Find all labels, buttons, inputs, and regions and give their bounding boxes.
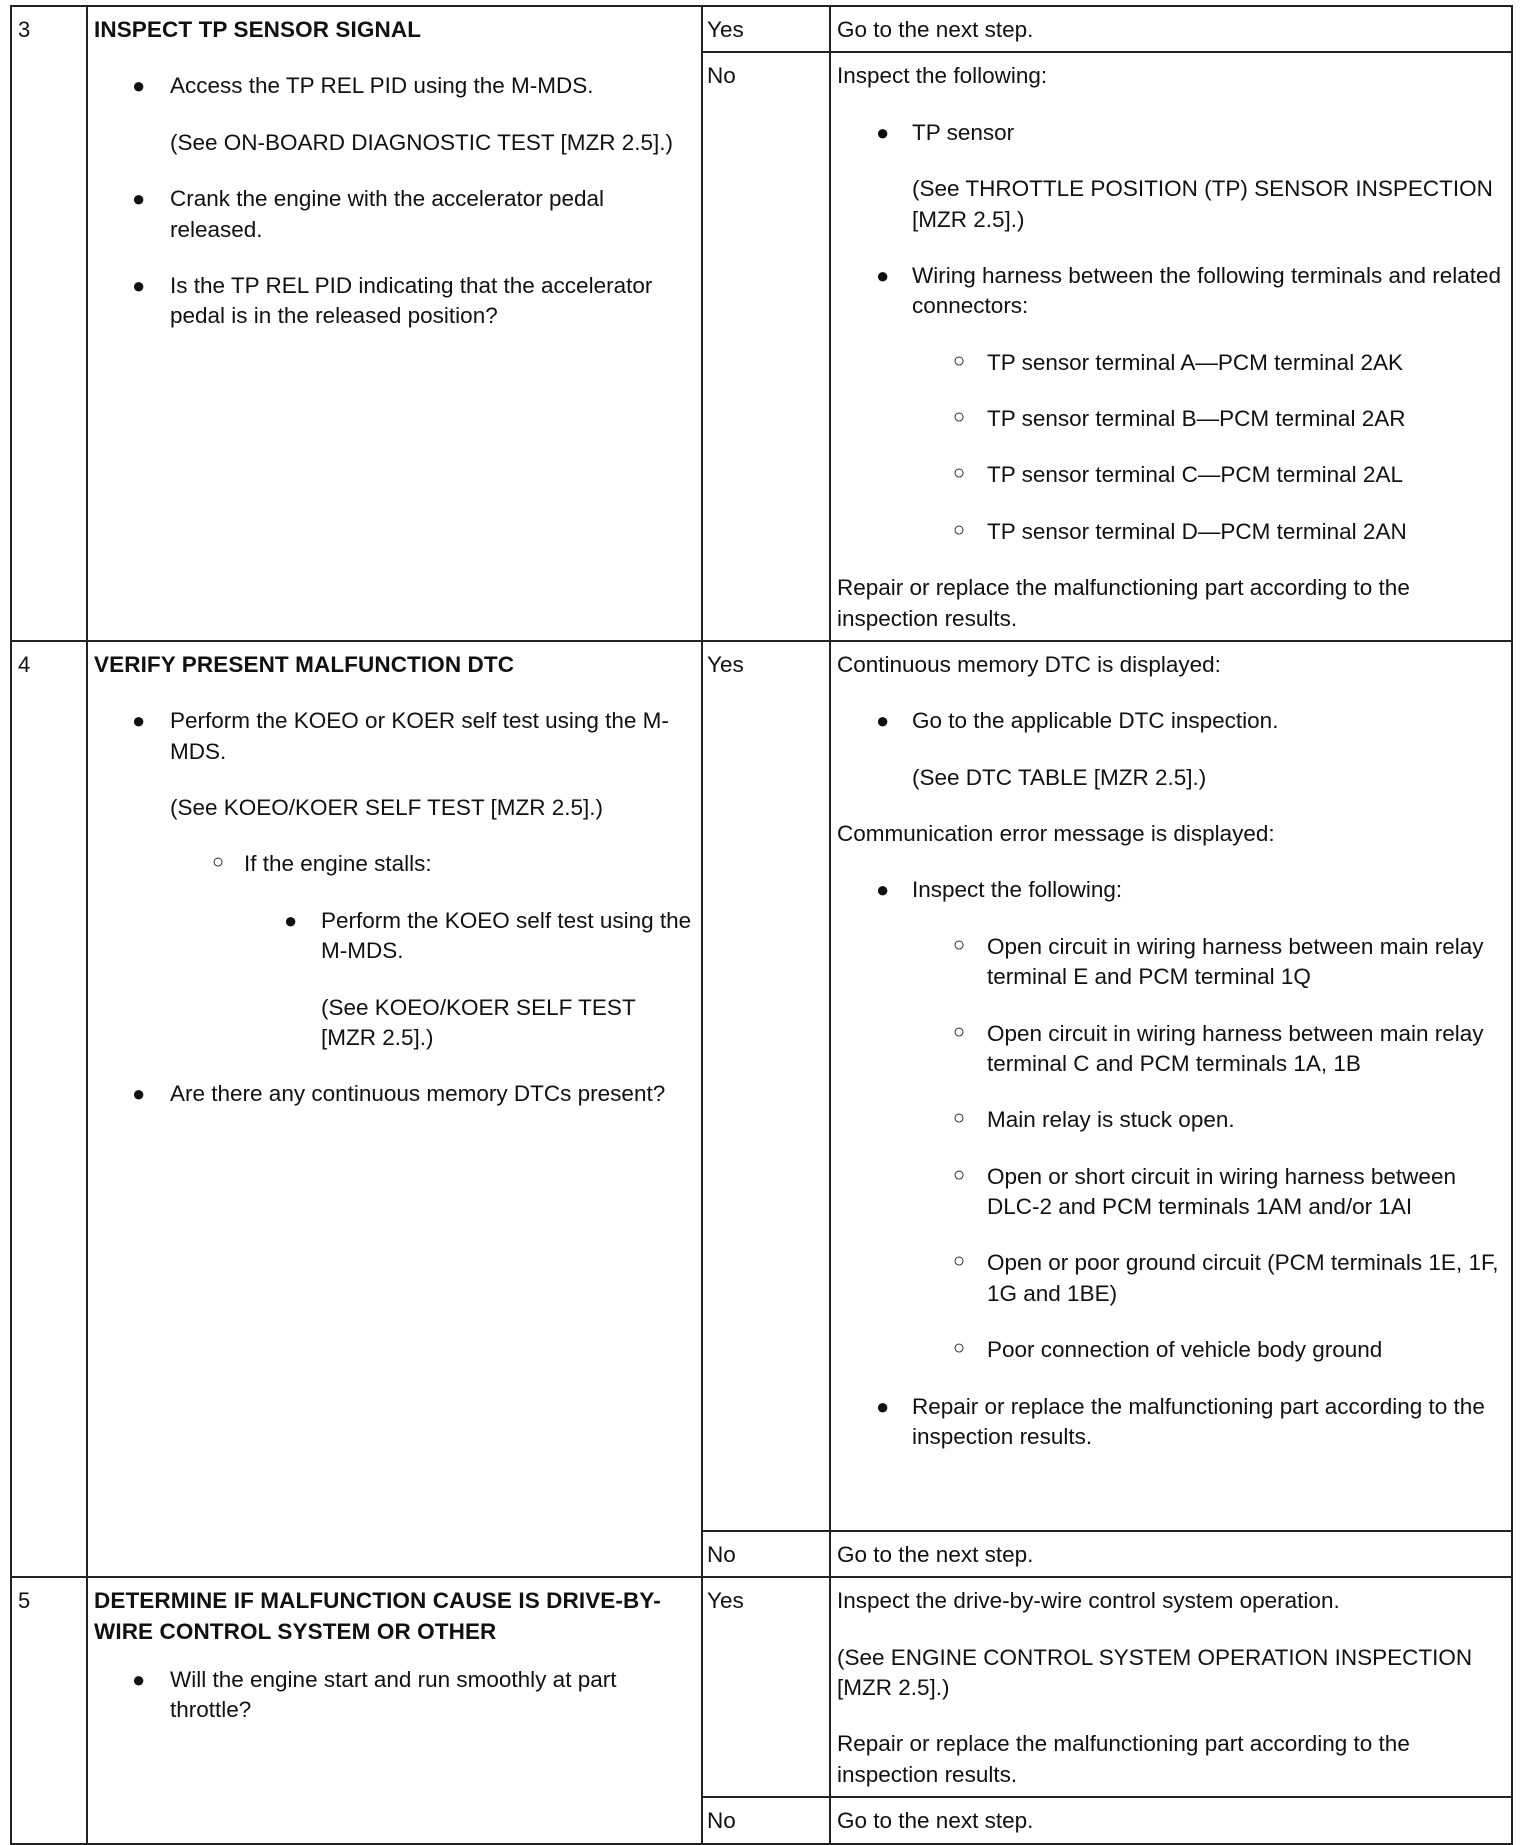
sub-bullet-icon: ○: [953, 406, 966, 428]
step-4-yes-row: [11, 641, 1512, 1531]
step-title: DETERMINE IF MALFUNCTION CAUSE IS DRIVE-BY-WIRE CONTROL SYSTEM OR OTHER: [94, 1588, 661, 1644]
action-item: ● Perform the KOEO self test using the M-MDS.: [284, 907, 692, 964]
sub-bullet-icon: ○: [953, 1020, 966, 1043]
step-5-action-cell: [87, 1577, 702, 1843]
repair-instruction: Repair or replace the malfunctioning part according to the inspection results.: [837, 1731, 1410, 1787]
sub-bullet-icon: ○: [212, 851, 225, 874]
action-item: ● Are there any continuous memory DTCs present?: [170, 1079, 695, 1109]
step-5-yes-row: [11, 1577, 1512, 1797]
no-action-cell: [830, 52, 1512, 641]
condition-heading: Communication error message is displayed:: [837, 821, 1275, 846]
terminal-item: ○ TP sensor terminal A—PCM terminal 2AK: [953, 349, 1403, 375]
check-item: ○ Open circuit in wiring harness between main relay terminal E and PCM terminal 1Q: [953, 933, 1484, 990]
bullet-icon: ●: [132, 73, 146, 99]
inspect-item: ● Inspect the following:: [912, 875, 1505, 905]
bullet-icon: ●: [132, 708, 146, 734]
yes-action-cell: [830, 641, 1512, 1531]
yes-action: Go to the next step.: [830, 6, 1512, 52]
bullet-icon: ●: [132, 272, 146, 298]
inspect-item: ● TP sensor: [912, 118, 1505, 148]
sub-bullet-icon: ○: [953, 1107, 966, 1130]
action-item: ● Crank the engine with the accelerator pedal released.: [132, 186, 605, 242]
check-item: ○ Open circuit in wiring harness between main relay terminal C and PCM terminals 1A, 1B: [953, 1020, 1484, 1076]
step-number: 3: [11, 6, 87, 641]
repair-instruction: ● Repair or replace the malfunctioning part according to the inspection results.: [876, 1393, 1485, 1449]
step-3-action-cell: [87, 6, 702, 641]
bullet-icon: ●: [132, 186, 146, 212]
step-4-action-cell: [87, 641, 702, 1577]
action-subitem: ○ If the engine stalls:: [212, 851, 432, 877]
action-reference: (See ON-BOARD DIAGNOSTIC TEST [MZR 2.5].): [170, 129, 673, 155]
yes-instruction: Inspect the drive-by-wire control system operation.: [837, 1588, 1340, 1614]
action-reference: (See KOEO/KOER SELF TEST [MZR 2.5].): [321, 994, 636, 1050]
sub-bullet-icon: ○: [953, 349, 966, 372]
bullet-icon: ●: [876, 262, 890, 288]
sub-bullet-icon: ○: [953, 1250, 966, 1273]
step-3-yes-row: [11, 6, 1512, 52]
check-item: ○ Open or poor ground circuit (PCM terminals 1E, 1F, 1G and 1BE): [953, 1250, 1499, 1306]
bullet-icon: ●: [876, 1393, 890, 1419]
inspect-item: ● Wiring harness between the following terminals and related connectors:: [876, 262, 1502, 319]
inspect-reference: (See DTC TABLE [MZR 2.5].): [912, 764, 1207, 790]
condition-heading: Continuous memory DTC is displayed:: [837, 651, 1221, 677]
sub-bullet-icon: ○: [953, 462, 966, 485]
sub-bullet-icon: ○: [953, 518, 966, 541]
inspect-item: ● Go to the applicable DTC inspection.: [912, 706, 1505, 736]
sub-bullet-icon: ○: [953, 1163, 966, 1186]
result-no: No: [702, 1531, 830, 1577]
action-item: ● Is the TP REL PID indicating that the accelerator pedal is in the released position?: [132, 272, 653, 329]
diagnostic-steps-table: [10, 5, 1513, 1845]
terminal-item: ○ TP sensor terminal C—PCM terminal 2AL: [953, 462, 1403, 488]
result-yes: Yes: [702, 1577, 830, 1797]
action-reference: (See KOEO/KOER SELF TEST [MZR 2.5].): [170, 795, 604, 820]
action-item: ● Perform the KOEO or KOER self test using the M-MDS.: [132, 708, 669, 764]
terminal-item: ○ TP sensor terminal B—PCM terminal 2AR: [953, 406, 1406, 431]
repair-instruction: Repair or replace the malfunctioning part according to the inspection results.: [837, 575, 1410, 631]
check-item: ○ Poor connection of vehicle body ground: [953, 1337, 1383, 1363]
bullet-icon: ●: [876, 119, 890, 145]
step-number: 5: [11, 1577, 87, 1843]
result-yes: Yes: [702, 6, 830, 52]
sub-bullet-icon: ○: [953, 1337, 966, 1360]
bullet-icon: ●: [132, 1667, 146, 1692]
bullet-icon: ●: [284, 907, 298, 933]
step-title: VERIFY PRESENT MALFUNCTION DTC: [94, 651, 515, 677]
inspect-intro: Inspect the following:: [837, 63, 1048, 89]
bullet-icon: ●: [132, 1081, 146, 1107]
result-no: No: [702, 1797, 830, 1843]
bullet-icon: ●: [876, 708, 890, 734]
yes-reference: (See ENGINE CONTROL SYSTEM OPERATION INSPECTION [MZR 2.5].): [837, 1644, 1473, 1700]
check-item: ○ Open or short circuit in wiring harness between DLC-2 and PCM terminals 1AM and/or 1AI: [953, 1163, 1456, 1219]
result-no: No: [702, 52, 830, 641]
no-action: Go to the next step.: [830, 1531, 1512, 1577]
result-yes: Yes: [702, 641, 830, 1531]
step-number: 4: [11, 641, 87, 1577]
yes-action-cell: [830, 1577, 1512, 1797]
action-item: ● Will the engine start and run smoothly at part throttle?: [132, 1667, 617, 1723]
sub-bullet-icon: ○: [953, 933, 966, 956]
check-item: ○ Main relay is stuck open.: [953, 1107, 1235, 1133]
action-item: ● Access the TP REL PID using the M-MDS.: [170, 71, 695, 101]
bullet-icon: ●: [876, 877, 890, 903]
terminal-item: ○ TP sensor terminal D—PCM terminal 2AN: [953, 518, 1407, 544]
no-action: Go to the next step.: [830, 1797, 1512, 1843]
step-title: INSPECT TP SENSOR SIGNAL: [94, 17, 422, 42]
inspect-reference: (See THROTTLE POSITION (TP) SENSOR INSPECTION [MZR 2.5].): [912, 176, 1493, 232]
